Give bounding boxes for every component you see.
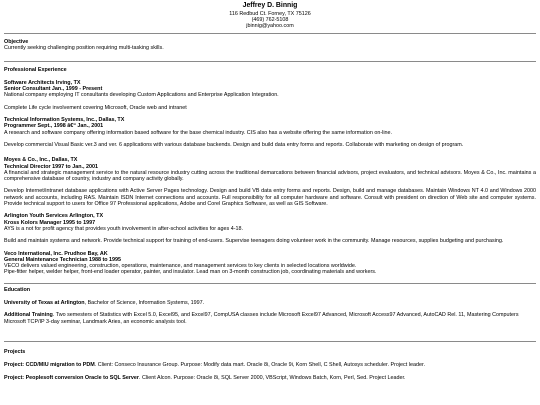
job-detail: Develop commercial Visual Basic ver.3 and ver. 6 applications with various database backends. Design and build data entry forms and reports. Collaborate with marketing on design of program. <box>4 141 464 148</box>
job-description: A research and software company offering information based software for the base chemical industry. CIS also has a website offering the same information on-line. <box>4 129 393 136</box>
project-text: . Client: Conseco Insurance Group. Purpose: Modify data mart. Oracle 8i, Oracle 9i, Korn Shell, C Shell, Autosys scheduler. Project leader. <box>94 362 425 369</box>
job-description: VECO delivers valued engineering, construction, operations, maintenance, and management services to key clients in selected locations worldwide. <box>4 263 357 270</box>
job-company: Arlington Youth Services Arlington, TX <box>4 213 104 220</box>
job-entry <box>4 157 536 207</box>
education-item <box>4 312 536 325</box>
job-description: A financial and strategic management service to the natural resource industry cutting across the traditional demarcations between financial advisors, project evaluators, and technical advisors. Moyes & Co., Inc. maintains a comprehensive database of country, industry and company activity globally. <box>4 169 536 183</box>
job-role: Programmer Sept., 1998 â€“ Jan., 2001 <box>4 123 104 130</box>
job-entry <box>4 213 536 244</box>
phone-line: (469) 762-5108 <box>251 16 289 23</box>
education-title: Education <box>4 286 31 293</box>
education-text: , Bachelor of Science, Information Systems, 1997. <box>84 300 205 307</box>
education-text: . Two semesters of Statistics with Excel 5.0, Excel95, and Excel97, CompUSA classes include Microsoft Excel97 Advanced, Microsoft Access97 Advanced, AutoCAD Rel. 11, Mastering Computers Microsoft TCP/IP 3-day seminar, Landmark Aries, an economic analysis tool. <box>4 312 519 325</box>
job-description: AYS is a not for profit agency that provides youth involvement in after-school activities for ages 4-18. <box>4 225 244 232</box>
job-company: Technical Information Systems, Inc., Dallas, TX <box>4 117 125 124</box>
project-label: Project: CCD/MIU migration to PDM <box>4 362 95 369</box>
project-label: Project: Peoplesoft conversion Oracle to SQL Server <box>4 374 140 381</box>
job-company: Moyes & Co., Inc., Dallas, TX <box>4 157 78 164</box>
job-entry <box>4 80 536 111</box>
job-role: Technical Director 1997 to Jan., 2001 <box>4 163 98 170</box>
job-detail: Build and maintain systems and network. Provide technical support for training of end-users. Supervise teenagers doing volunteer work in the community. Manage resources, supplies budgeting and purchasing. <box>4 238 504 245</box>
address-line: 116 Redbud Ct. Forney, TX 75126 <box>229 10 311 17</box>
job-role: General Maintenance Technician 1988 to 1995 <box>4 256 122 263</box>
project-item <box>4 375 536 381</box>
objective-title: Objective <box>4 39 29 45</box>
job-detail: Complete Life cycle involvement covering Microsoft, Oracle web and intranet <box>4 104 187 111</box>
projects-title: Projects <box>4 348 26 355</box>
email-line: jbinnig@yahoo.com <box>246 22 294 29</box>
job-company: Software Architects Irving, TX <box>4 79 81 86</box>
job-detail: Develop Internet/intranet database applications with Active Server Pages technology. Design and build VB data entry forms and reports. Design, build and manage databases. Maintain Windows NT 4.0 and Windows 2000 network and accounts, including RAS. Maintain ISDN Internet connections and accounts. Full responsibility for all computer hardware and software. Consult with president on direction of Web site and computer systems. Provide technical support to users for Office 97 Professional applications, Adobe and Corel Graphics Software, as well as GIS Software. <box>4 188 536 208</box>
resume-header <box>0 0 540 29</box>
job-entry <box>4 117 536 148</box>
resume-body <box>4 33 536 381</box>
job-description: National company employing IT consultants developing Custom Applications and Enterprise Application Integration. <box>4 92 279 99</box>
job-role: Kross Kolors Manager 1995 to 1997 <box>4 219 96 226</box>
objective-text: Currently seeking challenging position requiring multi-tasking skills. <box>4 45 164 52</box>
job-detail: Pipe-fitter helper, welder helper, front-end loader operator, painter, and insulator. Lead man on 3-month construction job, coordinating materials and workers. <box>4 269 377 276</box>
education-label: Additional Training <box>4 312 53 319</box>
project-text: . Client Alcon. Purpose: Oracle 8i, SQL Server 2000, VBScript, Windows Batch, Korn, Perl, Sed. Project Leader. <box>139 374 406 381</box>
experience-title: Professional Experience <box>4 66 67 73</box>
job-entry <box>4 251 536 276</box>
job-company: Veco International, Inc. Prudhoe Bay, AK <box>4 250 108 257</box>
applicant-name: Jeffrey D. Binnig <box>242 2 298 9</box>
education-label: University of Texas at Arlington <box>4 300 85 307</box>
job-role: Senior Consultant Jan., 1999 - Present <box>4 86 103 93</box>
